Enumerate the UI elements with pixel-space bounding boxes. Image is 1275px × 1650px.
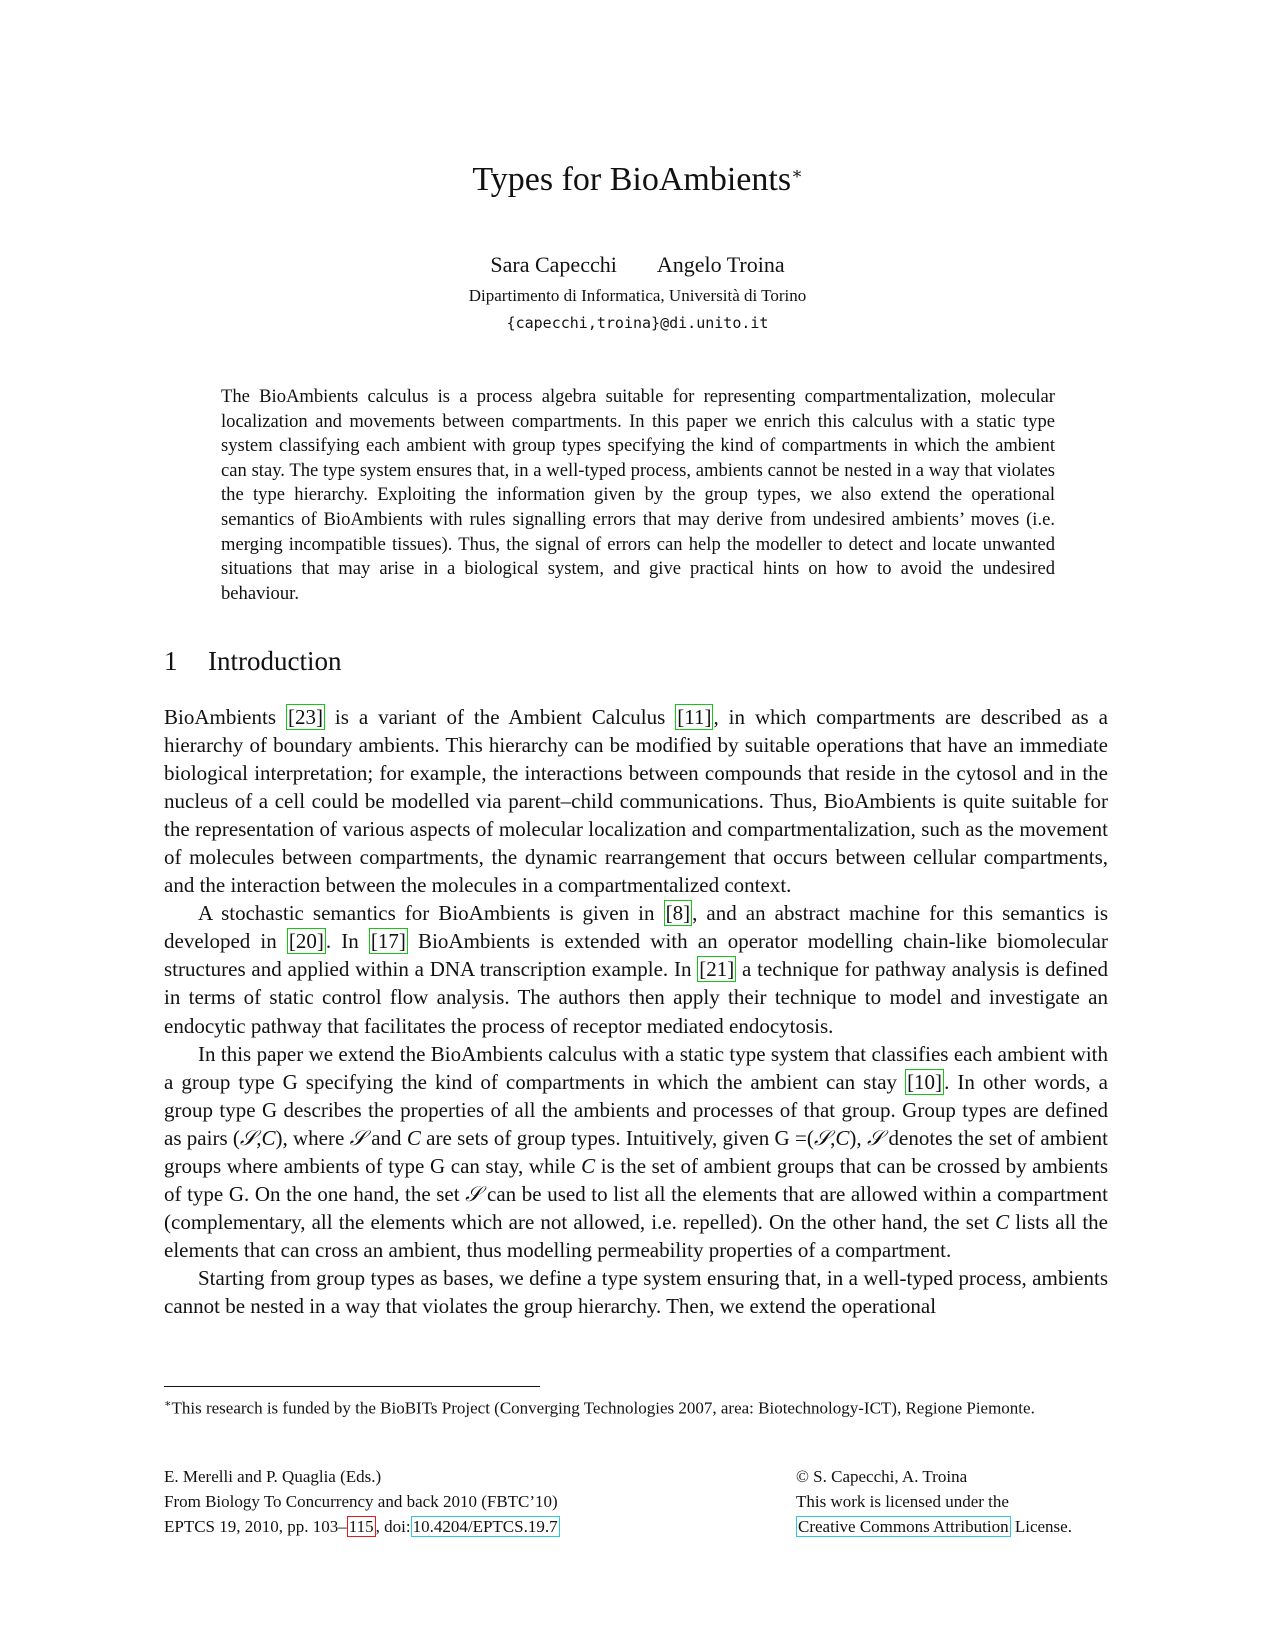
text-run: ,	[830, 1125, 836, 1150]
footnote-rule	[164, 1386, 540, 1387]
license-suffix: License.	[1010, 1517, 1072, 1536]
author-name: Sara Capecchi	[490, 252, 617, 277]
footnote-text: This research is funded by the BioBITs Project (Converging Technologies 2007, area: Biotechnology-ICT), Regione Piemonte.	[171, 1398, 1035, 1418]
math-symbol: 𝒮	[866, 1125, 884, 1150]
title-text: Types for BioAmbients	[472, 161, 792, 198]
license-link-line	[796, 1514, 1072, 1539]
text-run: are sets of group types. Intuitively, given G =(	[420, 1125, 814, 1150]
text-run: A stochastic semantics for BioAmbients is given in	[198, 901, 664, 926]
citation-link[interactable]: [8]	[665, 901, 691, 926]
citation-link[interactable]: [17]	[370, 929, 406, 954]
footnote-mark: ∗	[164, 1398, 172, 1410]
author-email: {capecchi,troina}@di.unito.it	[506, 314, 769, 332]
math-symbol: 𝒮	[349, 1125, 366, 1150]
text-run: and	[365, 1125, 407, 1150]
section-body	[164, 703, 1108, 1320]
text-run: . In	[325, 929, 369, 954]
math-symbol: C	[835, 1125, 850, 1150]
text-run: is a variant of the Ambient Calculus	[324, 705, 676, 729]
author-name: Angelo Troina	[656, 252, 785, 277]
abstract: The BioAmbients calculus is a process algebra suitable for representing compartmentalization, molecular localization and movements between compartments. In this paper we enrich this calculus with a static type system classifying each ambient with group types specifying the kind of compartments in which the ambient can stay. The type system ensures that, in a well-typed process, ambients cannot be nested in a way that violates the type hierarchy. Exploiting the information given by the group types, we also extend the operational semantics of BioAmbients with rules signalling errors that may derive from undesired ambients’ moves (i.e. merging incompatible tissues). Thus, the signal of errors can help the modeller to detect and locate unwanted situations that may arise in a biological system, and give practical hints on how to avoid the undesired behaviour.	[221, 386, 1055, 604]
title-footnote-mark[interactable]: ∗	[791, 164, 803, 183]
text-run: . In other words, a group type G describes the properties of all the ambients and processes of that group. Group types are defined as pairs (	[164, 1069, 1109, 1150]
math-symbol: C	[995, 1209, 1010, 1234]
text-run: denotes the set of ambient groups where ambients of type G can stay, while	[164, 1125, 1109, 1178]
citation-link[interactable]: [20]	[288, 929, 324, 954]
text-run: , and an abstract machine for this semantics is developed in	[164, 901, 1108, 954]
publication-info	[164, 1464, 560, 1539]
citation-link[interactable]: [21]	[699, 957, 735, 982]
math-symbol: C	[581, 1153, 596, 1178]
doi-link[interactable]: 10.4204/EPTCS.19.7	[412, 1517, 558, 1536]
paragraph	[164, 899, 1108, 1039]
last-page-link[interactable]: 115	[348, 1517, 374, 1536]
text-run: can be used to list all the elements that are allowed within a compartment (complementary, all the elements which are not allowed, i.e. repelled). On the other hand, the set	[164, 1181, 1108, 1234]
doi-prefix: , doi:	[375, 1517, 411, 1536]
section-title: Introduction	[208, 646, 342, 676]
math-symbol: 𝒮	[813, 1125, 831, 1150]
paragraph	[164, 1040, 1108, 1264]
editors-line: E. Merelli and P. Quaglia (Eds.)	[164, 1467, 382, 1486]
license-link[interactable]: Creative Commons Attribution	[798, 1517, 1009, 1536]
paragraph: Starting from group types as bases, we define a type system ensuring that, in a well-typed process, ambients cannot be nested in a way that violates the group hierarchy. Then, we extend the operational	[164, 1265, 1108, 1318]
text-run: lists all the elements that can cross an ambient, thus modelling permeability properties of a compartment.	[164, 1209, 1109, 1262]
author-list	[0, 252, 1275, 278]
text-run: , in which compartments are described as a hierarchy of boundary ambients. This hierarchy can be modified by suitable operations that have an immediate biological interpretation; for example, the interactions between compounds that reside in the cytosol and in the nucleus of a cell could be modelled via parent–child communications. Thus, BioAmbients is quite suitable for the representation of various aspects of molecular localization and compartmentalization, such as the movement of molecules between compartments, the dynamic rearrangement that occurs between cellular compartments, and the interaction between the molecules in a compartmentalized context.	[164, 705, 1108, 898]
citation-link[interactable]: [23]	[287, 705, 323, 729]
math-symbol: 𝒮	[239, 1125, 257, 1150]
copyright-line: © S. Capecchi, A. Troina	[796, 1467, 968, 1486]
text-run: BioAmbients	[164, 705, 286, 729]
series-line	[164, 1514, 560, 1539]
section-heading	[164, 645, 341, 677]
math-symbol: 𝒮	[465, 1181, 482, 1206]
text-run: is the set of ambient groups that can be crossed by ambients of type G. On the one hand, the set	[164, 1153, 1108, 1206]
text-run: a technique for pathway analysis is defined in terms of static control flow analysis. The authors then apply their technique to model and investigate an endocytic pathway that facilitates the process of receptor mediated endocytosis.	[164, 957, 1108, 1038]
text-run: ),	[849, 1125, 867, 1150]
footnote	[164, 1393, 1108, 1420]
text-run: In this paper we extend the BioAmbients calculus with a static type system that classifies each ambient with a group type G specifying the kind of compartments in which the ambient can stay	[164, 1041, 1108, 1094]
license-info	[796, 1464, 1072, 1539]
paper-title	[0, 160, 1275, 201]
math-symbol: C	[406, 1125, 421, 1150]
citation-link[interactable]: [10]	[907, 1069, 943, 1094]
series-text: EPTCS 19, 2010, pp. 103–	[164, 1517, 347, 1536]
venue-line: From Biology To Concurrency and back 2010 (FBTC’10)	[164, 1492, 558, 1511]
text-run: ), where	[275, 1125, 350, 1150]
paragraph	[164, 703, 1108, 899]
text-run: ,	[256, 1125, 262, 1150]
citation-link[interactable]: [11]	[677, 705, 712, 729]
math-symbol: C	[261, 1125, 276, 1150]
text-run: BioAmbients is extended with an operator modelling chain-like biomolecular structures and applied within a DNA transcription example. In	[164, 929, 1108, 982]
affiliation: Dipartimento di Informatica, Università di Torino	[468, 286, 807, 305]
license-line: This work is licensed under the	[796, 1492, 1009, 1511]
section-number: 1	[164, 646, 178, 676]
